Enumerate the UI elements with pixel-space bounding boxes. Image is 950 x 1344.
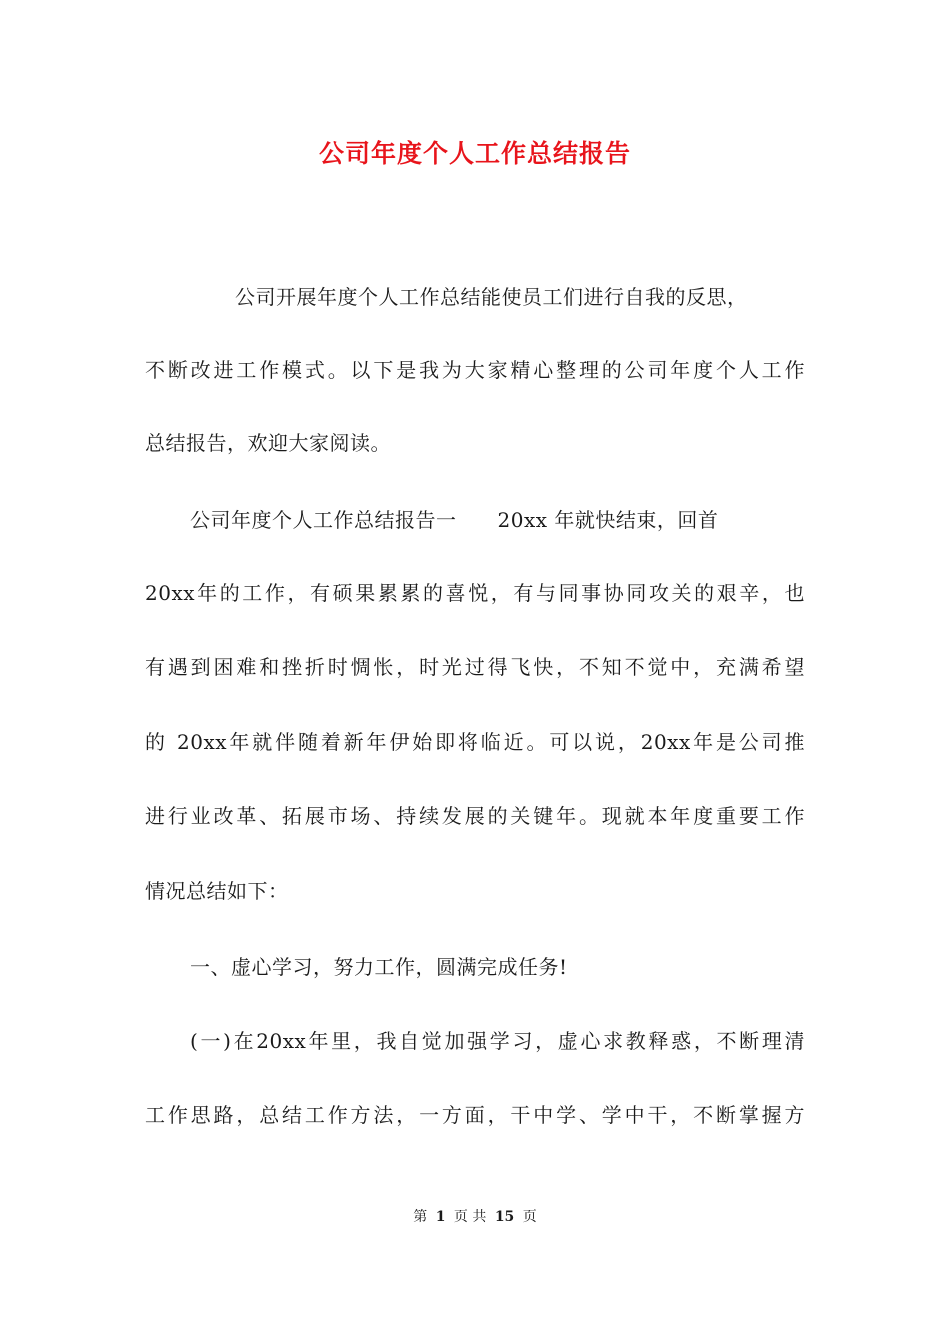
paragraph-line: 公司年度个人工作总结报告一 20xx 年就快结束，回首 bbox=[190, 508, 719, 532]
paragraph-line: 的 20xx年就伴随着新年伊始即将临近。可以说，20xx年是公司推 bbox=[145, 730, 805, 754]
page-footer bbox=[0, 1207, 950, 1227]
paragraph-line: 有遇到困难和挫折时惆怅，时光过得飞快，不知不觉中，充满希望 bbox=[145, 655, 805, 679]
paragraph-line: 不断改进工作模式。以下是我为大家精心整理的公司年度个人工作 bbox=[145, 358, 805, 382]
footer-total-pages: 15 bbox=[494, 1209, 515, 1225]
footer-middle: 页 共 bbox=[453, 1209, 487, 1225]
document-title: 公司年度个人工作总结报告 bbox=[318, 139, 631, 168]
section-heading: 一、虚心学习，努力工作，圆满完成任务! bbox=[190, 955, 568, 979]
paragraph-line: 总结报告，欢迎大家阅读。 bbox=[145, 431, 391, 455]
footer-suffix: 页 bbox=[522, 1209, 537, 1225]
paragraph-line: 公司开展年度个人工作总结能使员工们进行自我的反思， bbox=[235, 285, 748, 309]
paragraph-line: (一)在20xx年里，我自觉加强学习，虚心求教释惑，不断理清 bbox=[190, 1029, 805, 1053]
paragraph-line: 工作思路，总结工作方法，一方面，干中学、学中干，不断掌握方 bbox=[145, 1103, 805, 1127]
footer-current-page: 1 bbox=[435, 1209, 446, 1225]
paragraph-line: 情况总结如下： bbox=[145, 879, 289, 903]
footer-prefix: 第 bbox=[413, 1209, 428, 1225]
paragraph-line: 20xx年的工作，有硕果累累的喜悦，有与同事协同攻关的艰辛，也 bbox=[145, 581, 805, 605]
paragraph-line: 进行业改革、拓展市场、持续发展的关键年。现就本年度重要工作 bbox=[145, 804, 805, 828]
